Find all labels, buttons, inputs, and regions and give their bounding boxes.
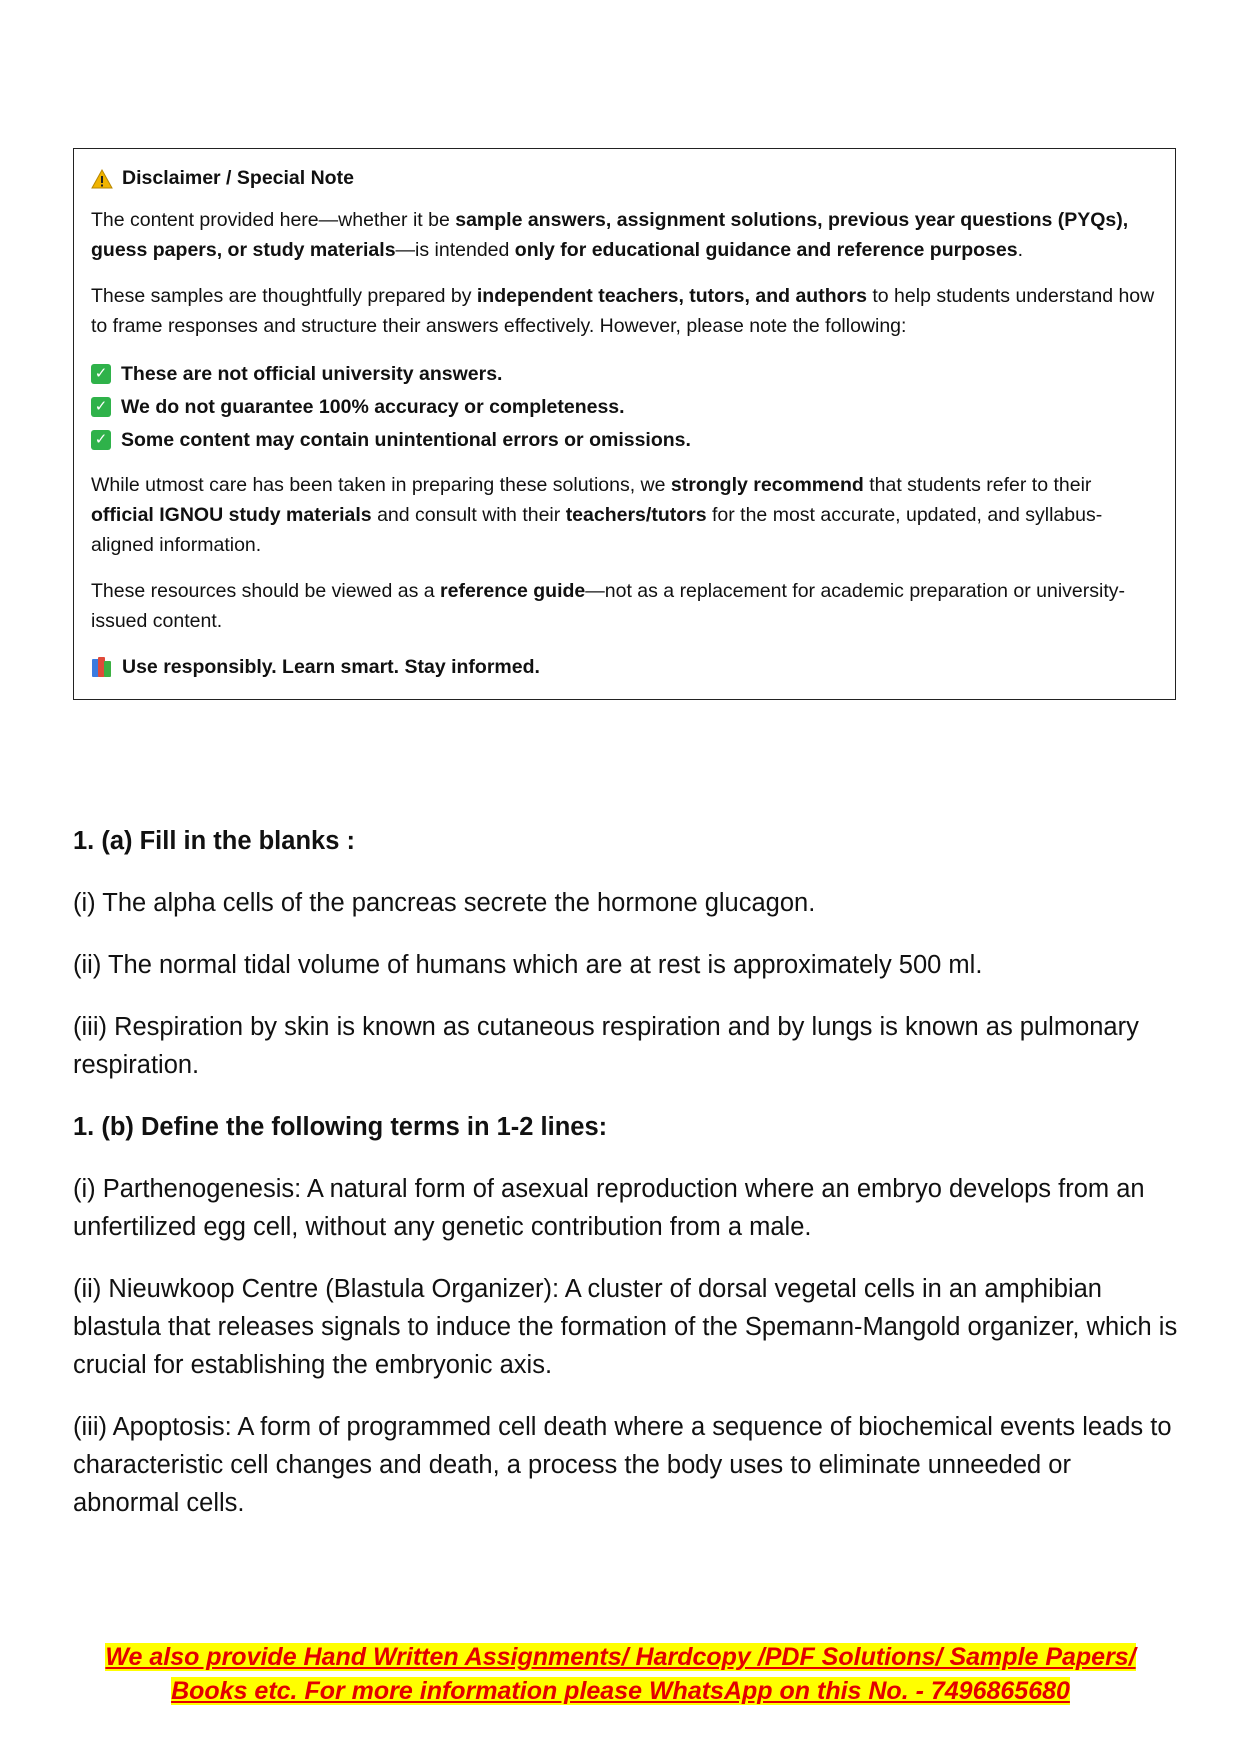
promo-line-2: Books etc. For more information please WhatsApp on this No. - 7496865680	[171, 1677, 1070, 1705]
disclaimer-paragraph-2: These samples are thoughtfully prepared by independent teachers, tutors, and authors to help students understand how to frame responses and structure their answers effectively. However, please note the following:	[91, 285, 1155, 337]
disclaimer-footer: Use responsibly. Learn smart. Stay informed.	[91, 652, 1159, 682]
disclaimer-paragraph-1: The content provided here—whether it be sample answers, assignment solutions, previous year questions (PYQs), guess papers, or study materials—is intended only for educational guidance and reference purposes.	[91, 209, 1129, 261]
check-icon: ✓	[91, 364, 111, 384]
list-item: ✓ These are not official university answers.	[91, 357, 1159, 390]
list-item: ✓ Some content may contain unintentional errors or omissions.	[91, 423, 1159, 456]
question-heading-a: 1. (a) Fill in the blanks :	[73, 827, 355, 855]
fill-answer-1: (i) The alpha cells of the pancreas secrete the hormone glucagon.	[73, 889, 816, 917]
disclaimer-paragraph-3: While utmost care has been taken in preparing these solutions, we strongly recommend that students refer to their official IGNOU study materials and consult with their teachers/tutors for the most accurate, updated, and syllabus-aligned information.	[91, 474, 1103, 556]
fill-answer-2: (ii) The normal tidal volume of humans which are at rest is approximately 500 ml.	[73, 951, 983, 979]
check-list	[91, 357, 1159, 456]
disclaimer-paragraph-4: These resources should be viewed as a reference guide—not as a replacement for academic preparation or university-issued content.	[91, 580, 1126, 632]
answers-section	[73, 822, 1183, 1546]
books-icon	[91, 657, 113, 677]
fill-answer-3: (iii) Respiration by skin is known as cutaneous respiration and by lungs is known as pulmonary respiration.	[73, 1013, 1139, 1079]
disclaimer-box	[73, 148, 1176, 700]
promo-line-1: We also provide Hand Written Assignments/ Hardcopy /PDF Solutions/ Sample Papers/	[105, 1643, 1136, 1671]
definition-3: (iii) Apoptosis: A form of programmed cell death where a sequence of biochemical events leads to characteristic cell changes and death, a process the body uses to eliminate unneeded or abnormal cells.	[73, 1413, 1172, 1517]
warning-icon	[91, 168, 113, 188]
definition-2: (ii) Nieuwkoop Centre (Blastula Organizer): A cluster of dorsal vegetal cells in an amphibian blastula that releases signals to induce the formation of the Spemann-Mangold organizer, which is crucial for establishing the embryonic axis.	[73, 1275, 1178, 1379]
question-heading-b: 1. (b) Define the following terms in 1-2 lines:	[73, 1113, 608, 1141]
list-item: ✓ We do not guarantee 100% accuracy or completeness.	[91, 390, 1159, 423]
promo-banner	[60, 1640, 1181, 1708]
check-icon: ✓	[91, 430, 111, 450]
definition-1: (i) Parthenogenesis: A natural form of asexual reproduction where an embryo develops from an unfertilized egg cell, without any genetic contribution from a male.	[73, 1175, 1145, 1241]
disclaimer-title: Disclaimer / Special Note	[91, 163, 1159, 193]
check-icon: ✓	[91, 397, 111, 417]
